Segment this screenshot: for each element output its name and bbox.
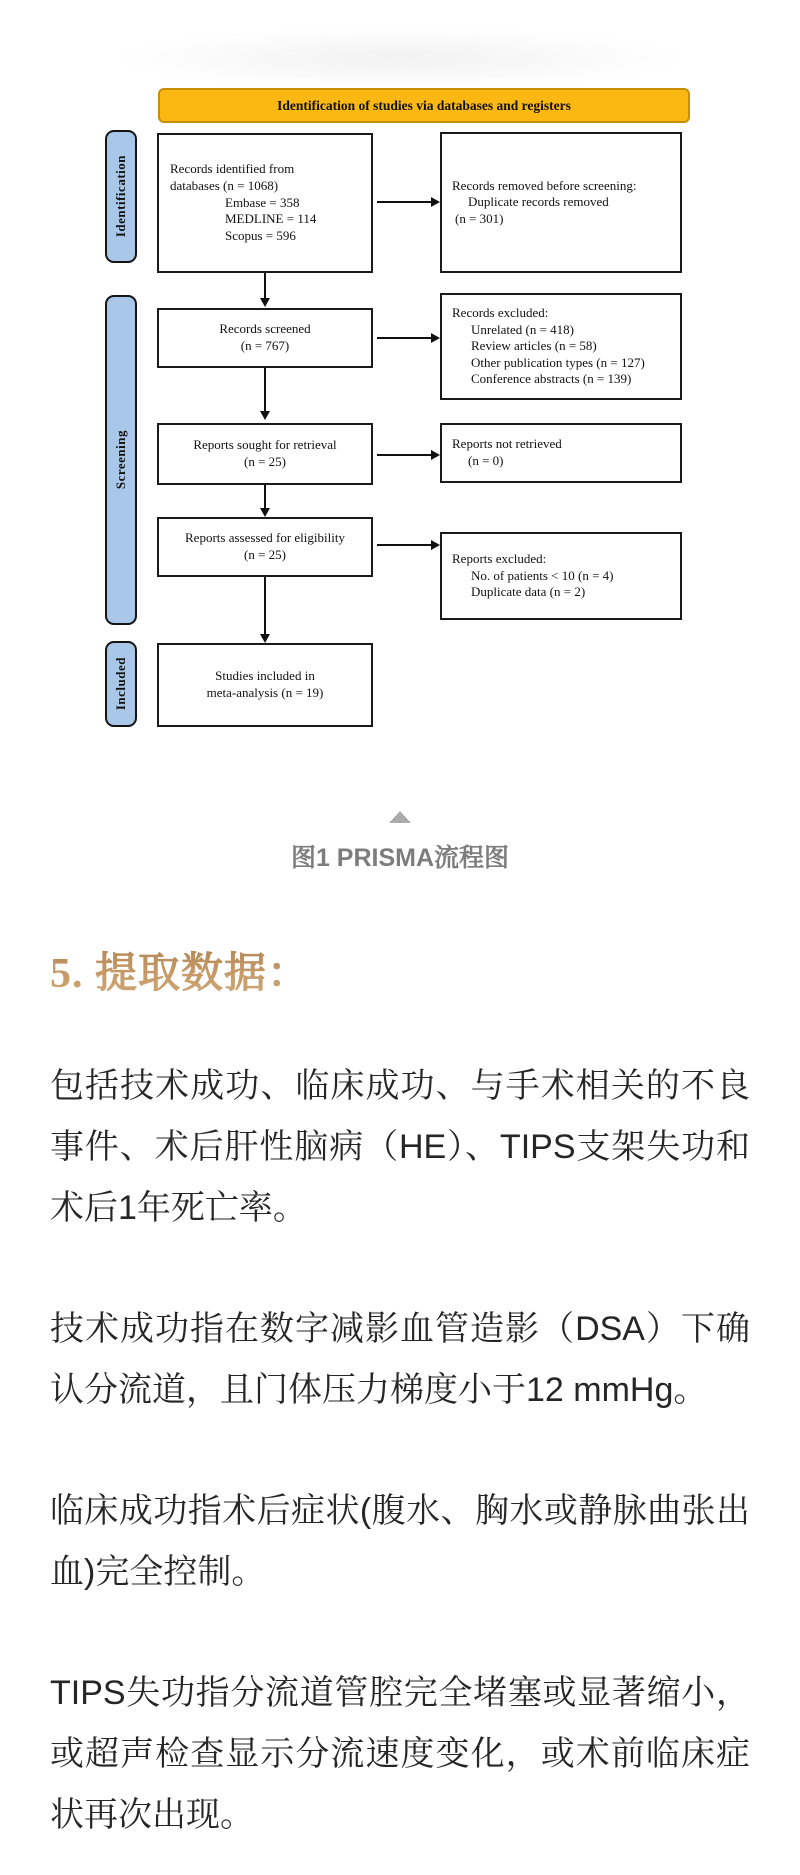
box-reports-assessed	[157, 517, 373, 577]
stage-label-included: Included	[113, 657, 128, 711]
records-identified-line: databases (n = 1068)	[170, 178, 279, 194]
box-records-screened	[157, 308, 373, 368]
excluded-reason-patients: No. of patients < 10 (n = 4)	[471, 567, 614, 583]
paragraph-clinical-success: 临床成功指术后症状(腹水、胸水或静脉曲张出血)完全控制。	[50, 1492, 750, 1591]
box-reports-excluded	[440, 532, 682, 620]
reports-assessed-count: (n = 25)	[244, 547, 286, 562]
stage-label-screening: Screening	[113, 430, 128, 490]
box-records-identified	[157, 133, 373, 273]
records-screened-line: Records screened	[219, 321, 311, 337]
stage-bar-included	[105, 641, 137, 727]
box-records-removed	[440, 132, 682, 273]
arrow-assessed-to-included	[264, 577, 266, 635]
top-blur-remnant	[110, 28, 690, 83]
records-removed-count: (n = 301)	[455, 210, 504, 226]
excluded-reason-unrelated: Unrelated (n = 418)	[471, 321, 574, 337]
figure-caption: 图1 PRISMA流程图	[290, 844, 510, 872]
not-retrieved-count: (n = 0)	[468, 453, 504, 468]
source-medline: MEDLINE = 114	[225, 211, 317, 227]
arrow-identified-to-removed	[377, 201, 431, 203]
arrow-sought-to-not-retrieved	[377, 454, 431, 456]
not-retrieved-line: Reports not retrieved	[452, 436, 562, 452]
records-removed-title: Records removed before screening:	[452, 177, 637, 193]
reports-sought-line: Reports sought for retrieval	[193, 437, 337, 453]
arrow-screened-to-sought	[264, 368, 266, 412]
records-excluded-title: Records excluded:	[452, 304, 549, 320]
excluded-reason-conference: Conference abstracts (n = 139)	[471, 371, 632, 387]
excluded-reason-duplicate: Duplicate data (n = 2)	[471, 584, 586, 600]
box-reports-sought	[157, 423, 373, 485]
arrow-sought-to-assessed	[264, 485, 266, 509]
studies-included-count: meta-analysis (n = 19)	[206, 685, 324, 700]
diagram-header-banner	[158, 88, 690, 123]
source-embase: Embase = 358	[225, 194, 300, 210]
stage-bar-identification	[105, 130, 137, 263]
paragraph-technical-success: 技术成功指在数字减影血管造影（DSA）下确认分流道，且门体压力梯度小于12 mmHg。	[50, 1310, 750, 1409]
paragraph-tips-failure: TIPS失功指分流道管腔完全堵塞或显著缩小，或超声检查显示分流速度变化，或术前临床症状再次出现。	[50, 1674, 750, 1834]
arrow-screened-to-excluded	[377, 337, 431, 339]
arrow-assessed-to-excluded	[377, 544, 431, 546]
arrow-identified-to-screened	[264, 273, 266, 299]
triangle-up-icon	[389, 811, 411, 823]
reports-assessed-line: Reports assessed for eligibility	[185, 530, 345, 546]
stage-bar-screening	[105, 295, 137, 625]
stage-label-identification: Identification	[113, 155, 128, 238]
records-screened-count: (n = 767)	[240, 338, 290, 353]
records-identified-line: Records identified from	[170, 161, 295, 177]
excluded-reason-review: Review articles (n = 58)	[471, 338, 597, 354]
excluded-reason-other-types: Other publication types (n = 127)	[471, 354, 645, 370]
box-records-excluded	[440, 293, 682, 400]
studies-included-line: Studies included in	[215, 668, 315, 684]
records-removed-reason: Duplicate records removed	[468, 194, 609, 210]
source-scopus: Scopus = 596	[225, 227, 296, 243]
diagram-header-label: Identification of studies via databases and registers	[277, 97, 571, 113]
article-body	[50, 1056, 750, 1875]
reports-excluded-title: Reports excluded:	[452, 551, 547, 567]
section-heading: 5. 提取数据：	[50, 940, 310, 1000]
box-studies-included	[157, 643, 373, 727]
reports-sought-count: (n = 25)	[244, 454, 286, 469]
paragraph-outcomes: 包括技术成功、临床成功、与手术相关的不良事件、术后肝性脑病（HE）、TIPS支架失功和术后1年死亡率。	[50, 1067, 750, 1227]
box-reports-not-retrieved	[440, 423, 682, 483]
